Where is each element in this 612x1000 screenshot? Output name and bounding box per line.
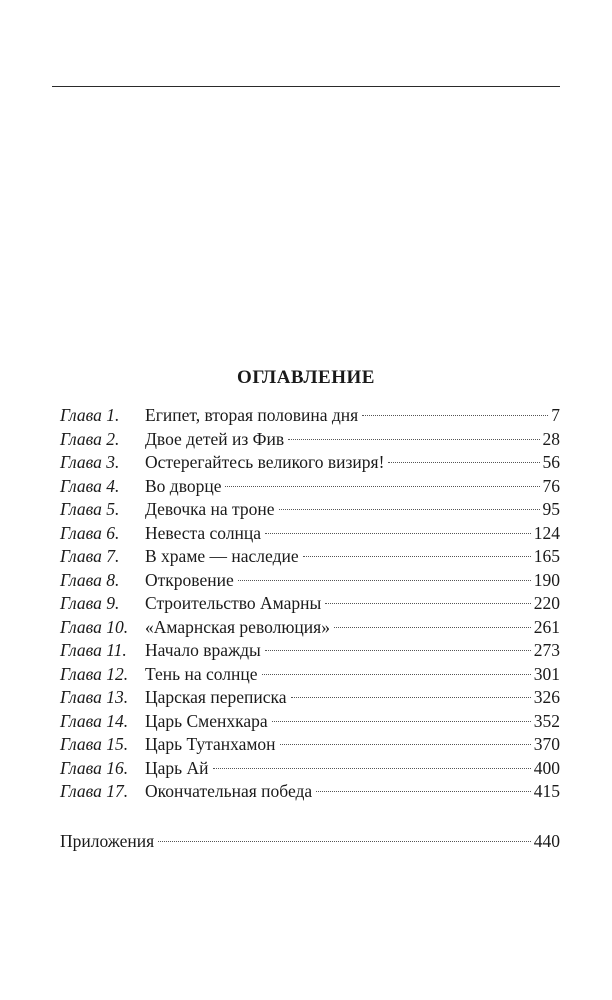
dot-leader <box>303 556 531 557</box>
dot-leader <box>388 462 539 463</box>
chapter-title: Окончательная победа <box>145 781 313 801</box>
toc-chapter-row[interactable] <box>60 616 560 640</box>
chapter-title: Откровение <box>145 569 234 590</box>
chapter-number: Глава 11. <box>60 640 127 660</box>
dot-leader <box>158 841 531 842</box>
toc-chapter-row[interactable] <box>60 686 560 710</box>
toc-chapter-row[interactable] <box>60 451 560 475</box>
chapter-title: Двое детей из Фив <box>145 428 285 449</box>
toc-chapter-row[interactable] <box>60 780 560 804</box>
dot-leader <box>325 603 531 604</box>
dot-leader <box>334 627 531 628</box>
appendix-title: Приложения <box>60 831 155 851</box>
chapter-title: Царь Тутанхамон <box>145 734 276 754</box>
chapter-page-number: 190 <box>533 569 560 590</box>
chapter-number: Глава 6. <box>60 522 120 543</box>
chapter-number: Глава 7. <box>60 546 120 566</box>
dot-leader <box>272 721 531 722</box>
chapter-number: Глава 3. <box>60 452 120 472</box>
chapter-page-number: 301 <box>533 663 560 684</box>
toc-chapter-row[interactable] <box>60 710 560 734</box>
toc-chapter-row[interactable] <box>60 498 560 522</box>
chapter-page-number: 220 <box>533 593 560 613</box>
chapter-page-number: 165 <box>533 546 560 566</box>
dot-leader <box>225 486 539 487</box>
toc-chapter-row[interactable] <box>60 592 560 616</box>
dot-leader <box>265 533 531 534</box>
toc-title: ОГЛАВЛЕНИЕ <box>237 367 375 388</box>
chapter-number: Глава 8. <box>60 569 120 590</box>
chapter-title: Царская переписка <box>145 687 287 707</box>
toc-chapter-row[interactable] <box>60 757 560 781</box>
toc-chapter-row[interactable] <box>60 569 560 593</box>
dot-leader <box>213 768 531 769</box>
chapter-title: Царь Сменхкара <box>145 710 268 731</box>
toc-chapter-row[interactable] <box>60 428 560 452</box>
chapter-number: Глава 13. <box>60 687 129 707</box>
chapter-page-number: 370 <box>533 734 560 754</box>
chapter-title: Невеста солнца <box>145 522 262 543</box>
chapter-title: Строительство Амарны <box>145 593 322 613</box>
dot-leader <box>265 650 531 651</box>
chapter-title: «Амарнская революция» <box>145 616 330 637</box>
appendix-page-number: 440 <box>533 831 560 851</box>
chapter-page-number: 124 <box>533 522 560 543</box>
chapter-page-number: 261 <box>533 616 560 637</box>
chapter-page-number: 95 <box>542 499 560 519</box>
chapter-number: Глава 2. <box>60 428 120 449</box>
chapter-title: Во дворце <box>145 475 222 496</box>
chapter-title: Египет, вторая половина дня <box>145 405 359 425</box>
chapter-number: Глава 1. <box>60 405 120 425</box>
chapter-title: В храме — наследие <box>145 546 299 566</box>
toc-chapter-row[interactable] <box>60 663 560 687</box>
dot-leader <box>279 509 540 510</box>
chapter-number: Глава 4. <box>60 475 120 496</box>
chapter-number: Глава 15. <box>60 734 129 754</box>
top-rule <box>52 86 560 87</box>
chapter-title: Начало вражды <box>145 640 261 660</box>
toc-chapter-row[interactable] <box>60 545 560 569</box>
chapter-number: Глава 9. <box>60 593 120 613</box>
chapter-number: Глава 17. <box>60 781 129 801</box>
dot-leader <box>262 674 531 675</box>
toc-chapter-row[interactable] <box>60 475 560 499</box>
dot-leader <box>291 697 531 698</box>
toc-chapter-row[interactable] <box>60 404 560 428</box>
dot-leader <box>288 439 539 440</box>
chapter-page-number: 400 <box>533 757 560 778</box>
chapter-number: Глава 12. <box>60 663 129 684</box>
chapter-page-number: 56 <box>542 452 560 472</box>
toc-chapter-row[interactable] <box>60 733 560 757</box>
chapter-page-number: 352 <box>533 710 560 731</box>
chapter-number: Глава 10. <box>60 616 129 637</box>
chapter-title: Царь Ай <box>145 757 209 778</box>
chapter-page-number: 7 <box>551 405 560 425</box>
toc-chapter-row[interactable] <box>60 522 560 546</box>
chapter-page-number: 415 <box>533 781 560 801</box>
dot-leader <box>238 580 531 581</box>
chapter-page-number: 273 <box>533 640 560 660</box>
chapter-title: Девочка на троне <box>145 499 275 519</box>
chapter-title: Тень на солнце <box>145 663 258 684</box>
chapter-number: Глава 14. <box>60 710 129 731</box>
dot-leader <box>316 791 531 792</box>
chapter-page-number: 28 <box>542 428 560 449</box>
chapter-page-number: 76 <box>542 475 560 496</box>
chapter-number: Глава 16. <box>60 757 129 778</box>
toc-list <box>60 404 560 804</box>
toc-chapter-row[interactable] <box>60 639 560 663</box>
toc-appendix-row[interactable] <box>60 830 560 854</box>
chapter-page-number: 326 <box>533 687 560 707</box>
chapter-title: Остерегайтесь великого визиря! <box>145 452 385 472</box>
dot-leader <box>362 415 548 416</box>
dot-leader <box>280 744 531 745</box>
chapter-number: Глава 5. <box>60 499 120 519</box>
